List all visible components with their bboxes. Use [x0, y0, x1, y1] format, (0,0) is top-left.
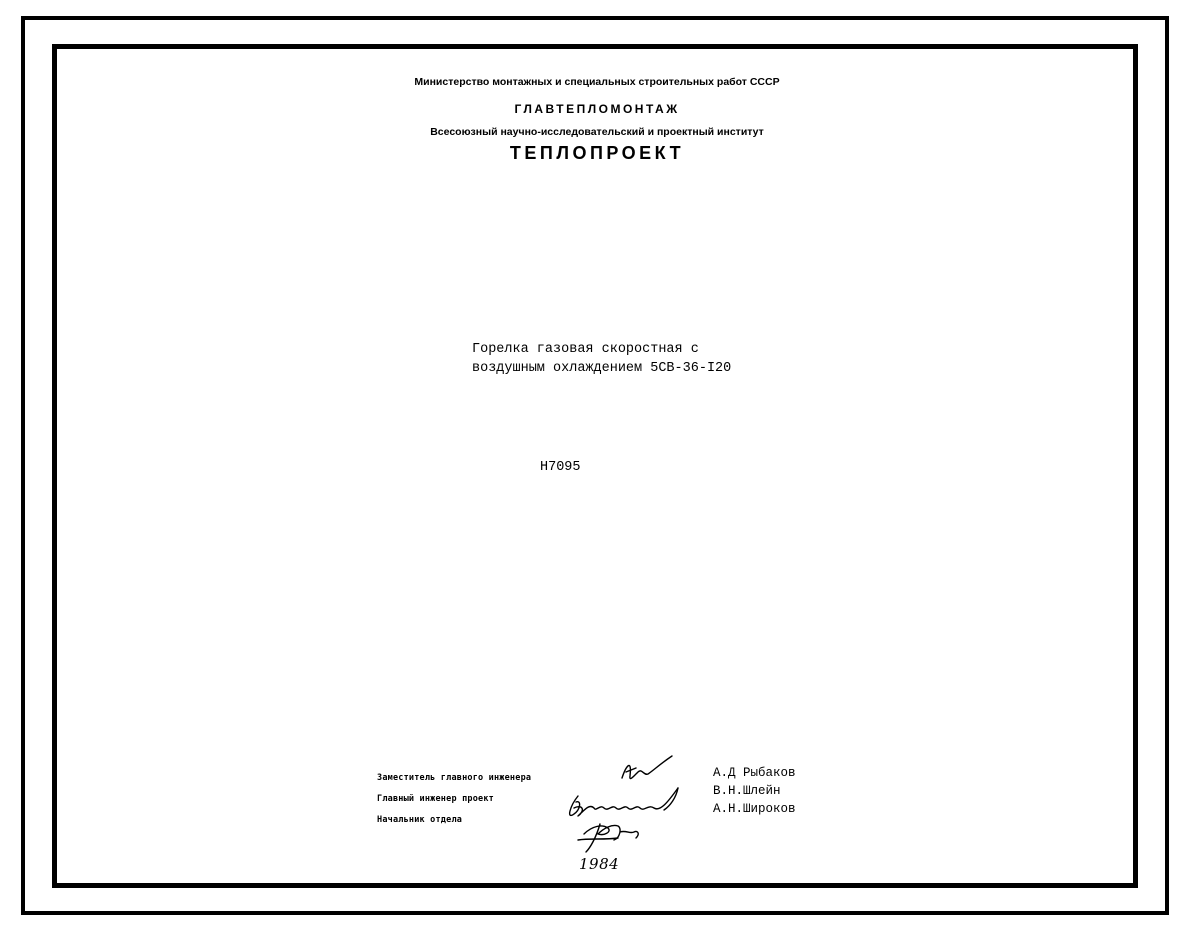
handwritten-signatures: [560, 748, 700, 858]
signatory-position-3: Начальник отдела: [377, 815, 463, 825]
signatory-name-1: А.Д Рыбаков: [713, 766, 796, 780]
signatory-name-2: В.Н.Шлейн: [713, 784, 781, 798]
document-title-line-2: воздушным охлаждением 5СВ-36-I20: [472, 361, 732, 376]
signature-1: [622, 756, 672, 779]
organization-name: ТЕПЛОПРОЕКТ: [509, 143, 685, 163]
signatory-position-2: Главный инженер проект: [377, 794, 494, 804]
ministry-name: Министерство монтажных и специальных строительных работ СССР: [414, 76, 780, 88]
institute-description: Всесоюзный научно-исследовательский и проектный институт: [430, 126, 764, 138]
document-code: Н7095: [540, 460, 581, 475]
signatory-name-3: А.Н.Широков: [713, 802, 796, 816]
document-year: 1984: [579, 855, 620, 873]
signatory-position-1: Заместитель главного инженера: [377, 773, 532, 783]
document-title-line-1: Горелка газовая скоростная с: [472, 342, 699, 357]
signature-2: [570, 788, 678, 816]
glavk-name: ГЛАВТЕПЛОМОНТАЖ: [514, 102, 680, 116]
